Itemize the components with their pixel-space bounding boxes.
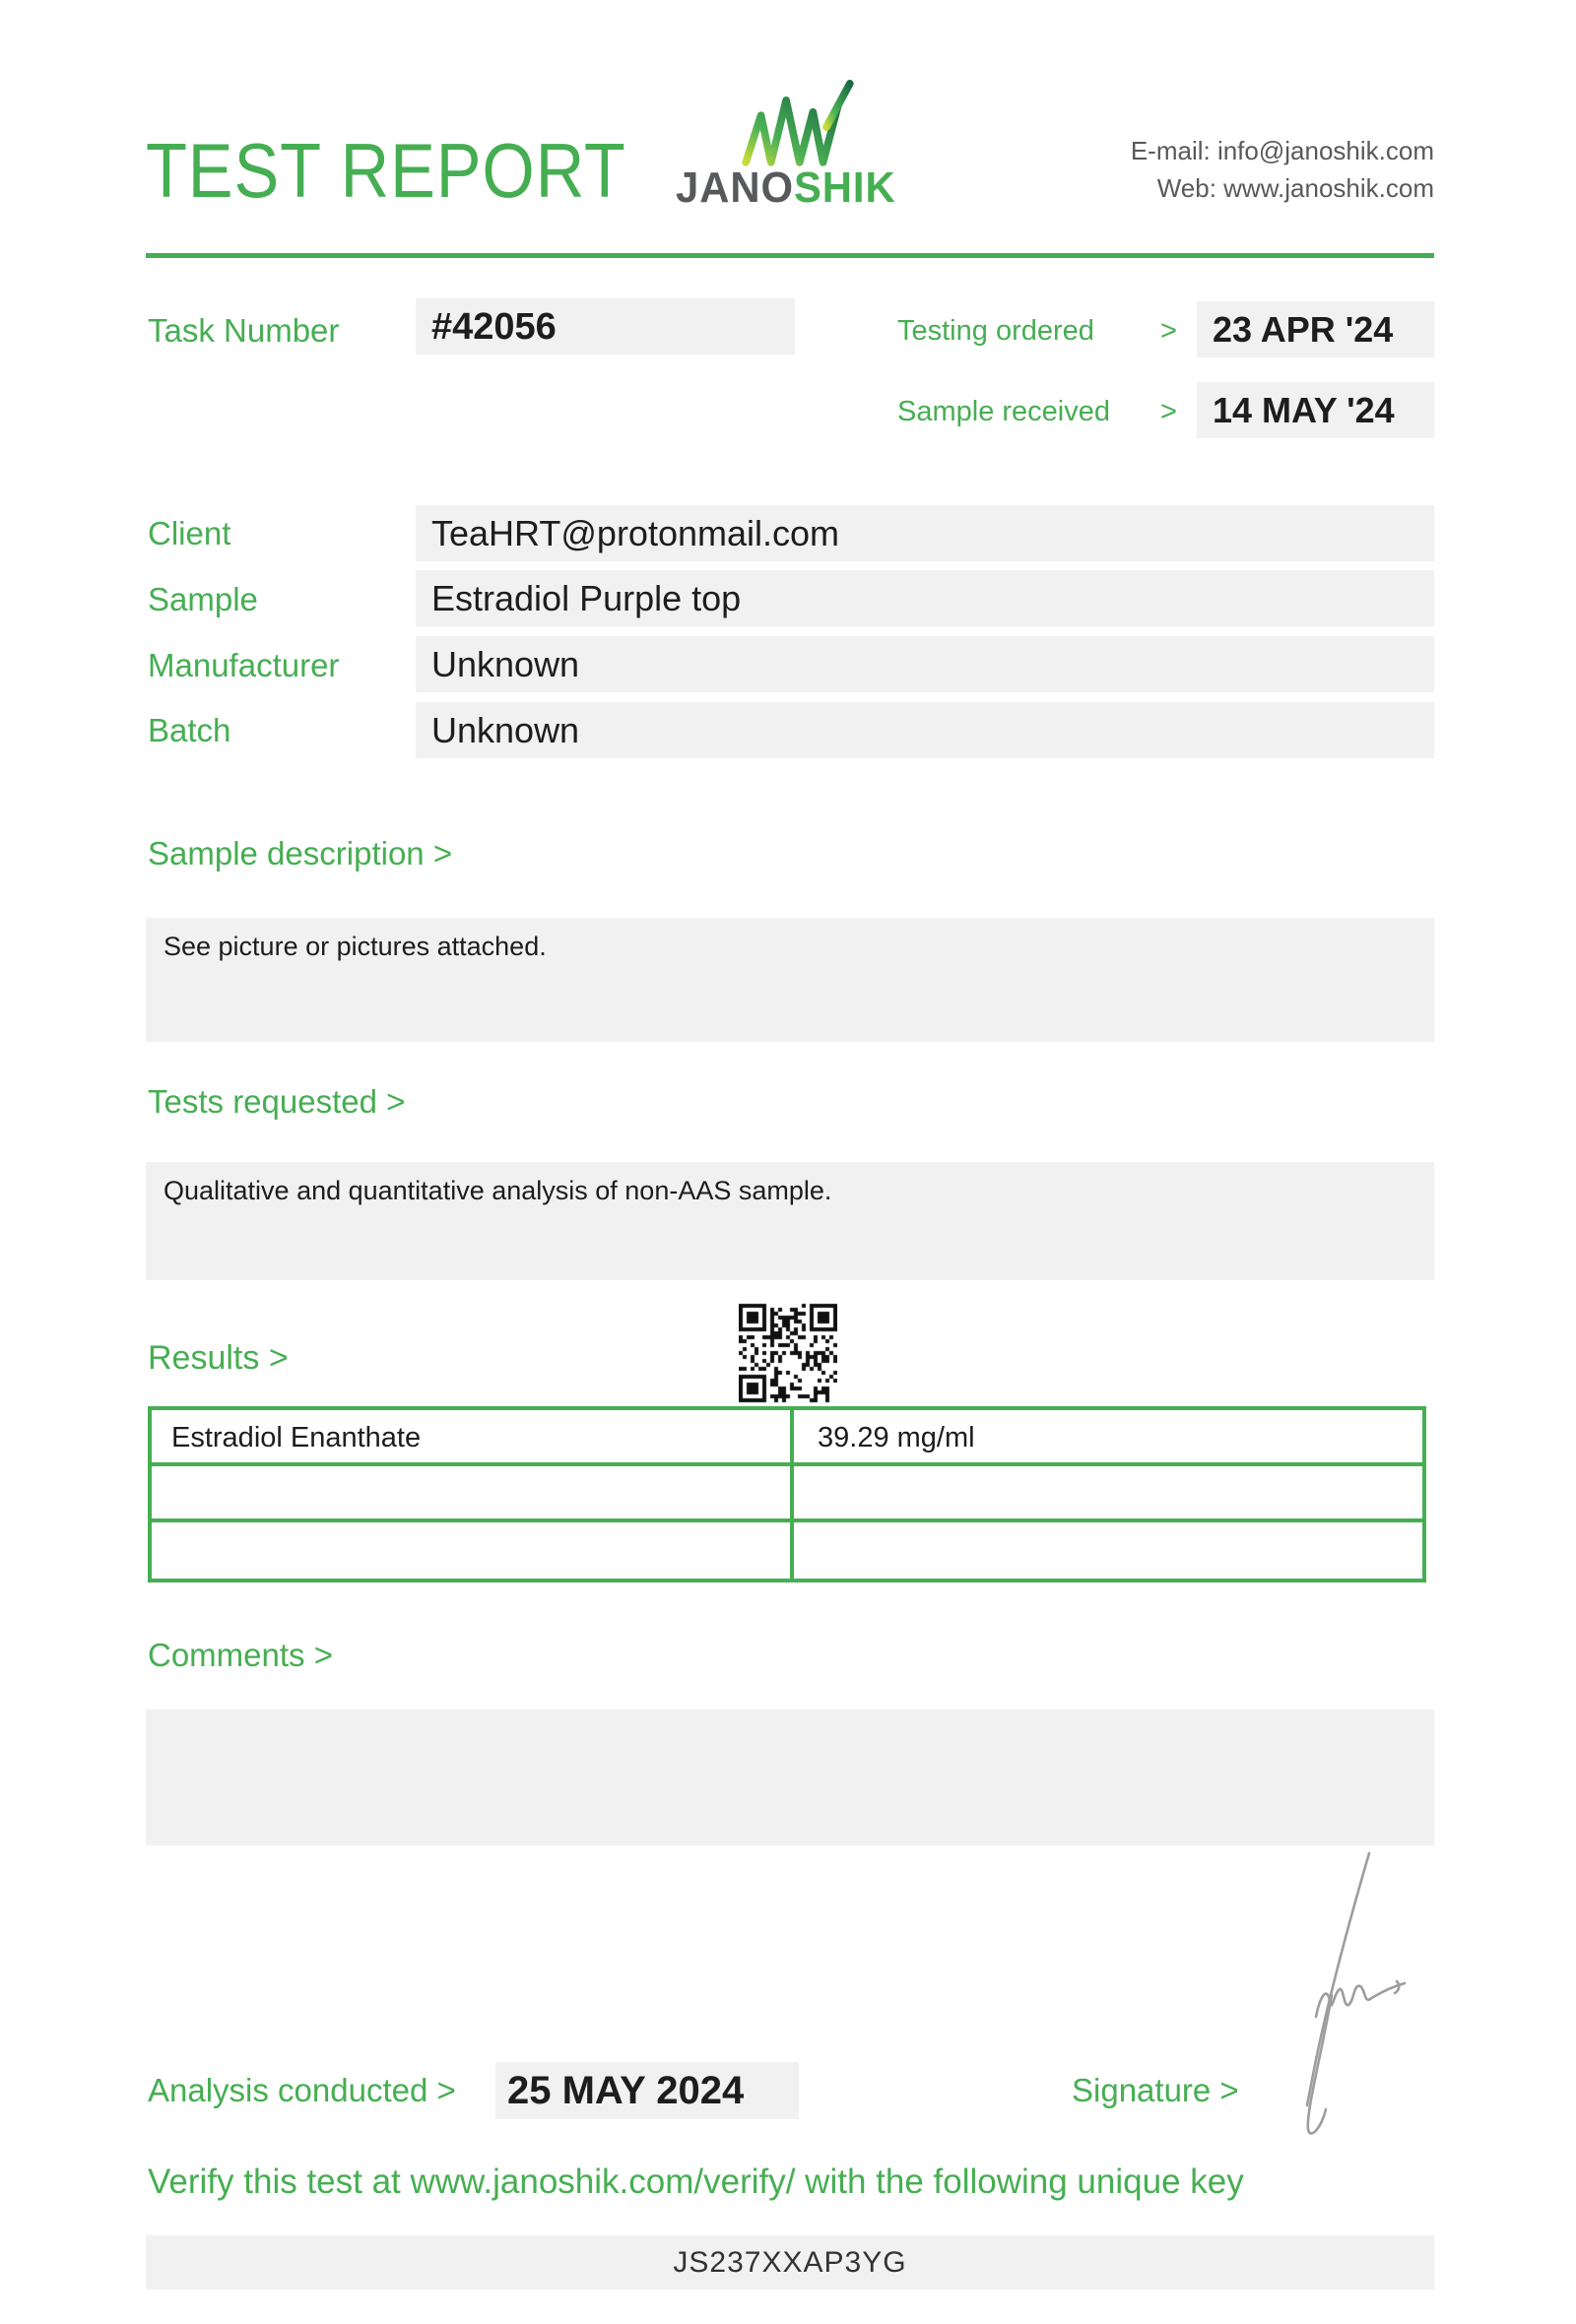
logo-chart-icon [739,77,857,167]
result-row-value: 39.29 mg/ml [790,1410,1422,1466]
page-title: TEST REPORT [146,127,626,214]
testing-ordered-value: 23 APR '24 [1213,309,1394,350]
logo-text-shik: SHIK [793,163,896,212]
client-value-box [416,505,1434,561]
testing-ordered-value-box [1197,301,1434,357]
result-row-value [790,1522,1422,1579]
task-number-value-box [416,298,795,355]
task-number-label: Task Number [148,312,340,349]
signature-scribble [1271,1847,1418,2143]
manufacturer-label: Manufacturer [148,647,340,683]
result-row-analyte [152,1466,790,1522]
analysis-conducted-label: Analysis conducted > [148,2072,456,2108]
tests-requested-text: Qualitative and quantitative analysis of non-AAS sample. [164,1176,832,1205]
sample-received-label: Sample received [897,396,1110,427]
qr-code [739,1302,837,1404]
sample-description-text: See picture or pictures attached. [164,932,547,961]
batch-label: Batch [148,712,231,748]
sample-description-box [146,918,1434,1042]
verify-instruction: Verify this test at www.janoshik.com/verify/ with the following unique key [148,2163,1244,2201]
signature-label: Signature > [1072,2072,1239,2108]
sample-value-box [416,570,1434,626]
sample-received-value-box [1197,382,1434,438]
testing-ordered-label: Testing ordered [897,315,1094,347]
comments-box [146,1710,1434,1845]
logo-wordmark [676,163,896,213]
analysis-date-box [495,2062,799,2119]
manufacturer-value: Unknown [431,644,580,684]
logo-text-jano: JANO [676,163,794,212]
result-row-value [790,1466,1422,1522]
sample-received-arrow-icon: > [1160,396,1177,427]
tests-requested-box [146,1162,1434,1280]
task-number-value: #42056 [431,306,557,348]
sample-label: Sample [148,581,258,617]
results-table [148,1406,1426,1582]
sample-value: Estradiol Purple top [431,578,742,618]
sample-received-value: 14 MAY '24 [1213,390,1395,430]
tests-requested-heading: Tests requested > [148,1083,406,1120]
client-label: Client [148,515,231,551]
result-row-analyte [152,1522,790,1579]
sample-description-heading: Sample description > [148,835,453,872]
header-divider [146,253,1434,258]
comments-heading: Comments > [148,1637,333,1673]
analysis-date-value: 25 MAY 2024 [507,2069,745,2112]
verify-key-box [146,2235,1434,2290]
verify-key-value: JS237XXAP3YG [673,2246,907,2279]
email-line: E-mail: info@janoshik.com [1130,136,1434,165]
result-row-analyte: Estradiol Enanthate [152,1410,790,1466]
contact-block [1131,132,1434,207]
testing-ordered-arrow-icon: > [1160,315,1177,347]
results-heading: Results > [148,1339,289,1377]
batch-value: Unknown [431,710,580,750]
client-value: TeaHRT@protonmail.com [431,513,840,553]
web-line: Web: www.janoshik.com [1156,173,1434,203]
batch-value-box [416,702,1434,758]
manufacturer-value-box [416,636,1434,692]
